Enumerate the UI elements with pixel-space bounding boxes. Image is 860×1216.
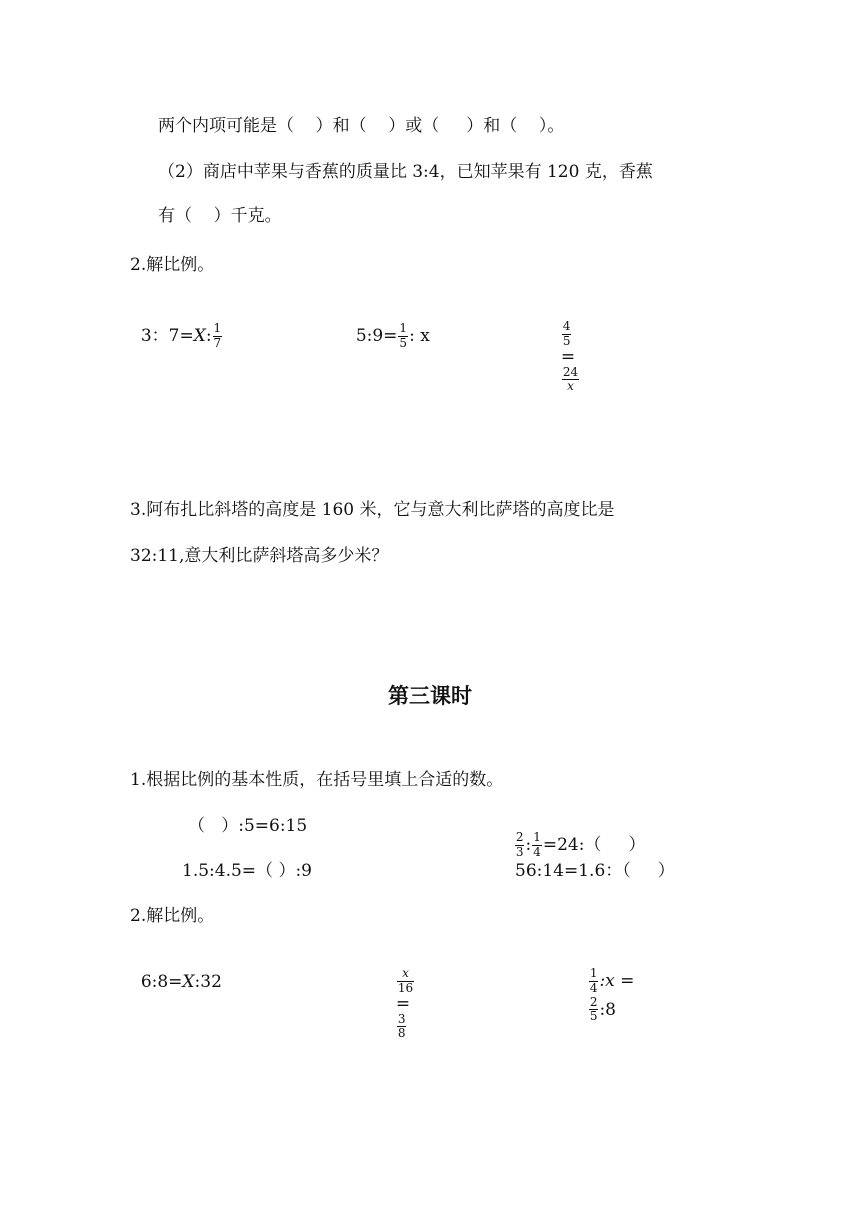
eq3-den1: 5 (562, 333, 571, 348)
question-2-line2: 有（ ）千克。 (158, 206, 282, 226)
eq6-fraction-left (589, 967, 599, 996)
eq1-num: 1 (213, 321, 222, 335)
question-3-line1: 3.阿布扎比斜塔的高度是 160 米，它与意大利比萨塔的高度比是 (130, 500, 615, 520)
eq6-num2: 2 (589, 994, 598, 1009)
fill-blank-1: （ ）:5=6:15 (188, 816, 308, 836)
eq1-pre: 3：7= (140, 325, 194, 346)
eq2-post: : x (409, 325, 430, 346)
equation-2 (345, 305, 430, 351)
equation-4 (130, 957, 222, 991)
fill2-colon: : (525, 834, 532, 855)
fill2-fraction-1 (515, 831, 525, 860)
inner-terms-line: 两个内项可能是（ ）和（ ）或（ ）和（ ）。 (158, 116, 565, 136)
eq2-num: 1 (399, 321, 408, 335)
eq6-den2: 5 (589, 1009, 598, 1024)
fill2-num1: 2 (515, 830, 524, 844)
eq3-equals: = (560, 346, 576, 367)
eq5-fraction-right (397, 1013, 407, 1042)
question-2-line1: （2）商店中苹果与香蕉的质量比 3:4，已知苹果有 120 克，香蕉 (158, 162, 653, 182)
eq6-num1: 1 (589, 966, 598, 980)
eq1-den: 7 (213, 335, 222, 350)
eq3-den2: x (567, 379, 574, 394)
eq6-fraction-right (589, 996, 599, 1025)
eq3-num2: 24 (562, 364, 579, 379)
fill2-post: =24:（ ） (542, 834, 646, 855)
eq1-var: X (193, 325, 206, 346)
eq5-den1: 16 (397, 980, 414, 995)
fill2-den1: 3 (515, 844, 524, 859)
eq6-den1: 4 (589, 980, 598, 995)
fill-blank-4: 56:14=1.6：（ ） (515, 861, 675, 881)
eq5-den2: 8 (397, 1026, 406, 1041)
fill2-num2: 1 (533, 830, 541, 844)
eq3-fraction-right (562, 366, 579, 395)
eq6-post: :8 (599, 999, 616, 1020)
fill2-fraction-2 (532, 831, 542, 860)
eq4-post: :32 (194, 972, 222, 992)
eq1-colon: : (205, 325, 212, 346)
question-3-line2: 32:11,意大利比萨斜塔高多少米？ (130, 546, 389, 566)
fill-blank-3: 1.5:4.5=（ ）:9 (182, 861, 312, 881)
eq4-pre: 6:8= (140, 972, 183, 992)
equation-3 (550, 303, 580, 394)
fill2-den2: 4 (533, 844, 541, 859)
eq2-den: 5 (399, 335, 408, 350)
equation-5 (385, 950, 415, 1041)
eq5-num1: x (397, 967, 414, 982)
eq3-num1: 4 (562, 319, 571, 333)
fill-blank-2 (503, 814, 645, 860)
eq2-pre: 5:9= (355, 325, 398, 346)
eq5-equals: = (395, 993, 411, 1014)
eq3-fraction-left (562, 320, 572, 349)
equation-1 (130, 305, 223, 351)
eq5-fraction-left (397, 967, 414, 996)
solve-proportion-heading: 2.解比例。 (130, 255, 215, 275)
eq2-fraction (398, 322, 408, 351)
equation-6 (577, 950, 634, 1024)
lesson-title: 第三课时 (388, 684, 472, 708)
basic-property-question: 1.根据比例的基本性质，在括号里填上合适的数。 (130, 770, 504, 790)
eq5-num2: 3 (397, 1011, 406, 1026)
eq6-mid: :x = (599, 970, 635, 991)
eq1-fraction (213, 322, 223, 351)
solve-proportion-heading-2: 2.解比例。 (130, 906, 215, 926)
eq4-var: X (182, 972, 195, 992)
